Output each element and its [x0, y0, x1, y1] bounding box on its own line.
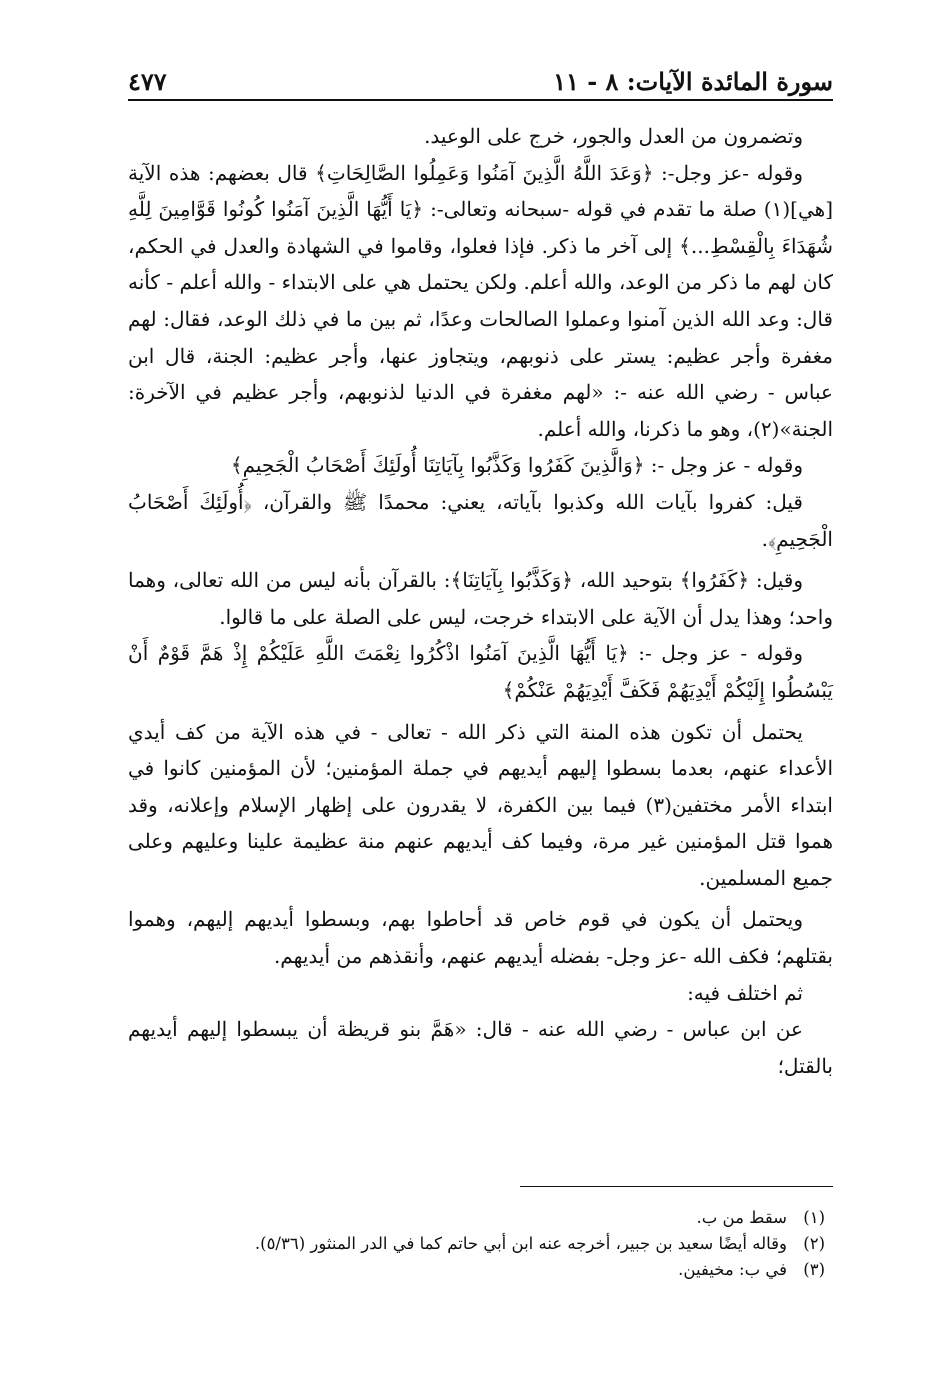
- footnote-divider: [520, 1186, 833, 1187]
- main-text: [128, 118, 833, 1084]
- paragraph: وقوله - عز وجل -: ﴿يَا أَيُّهَا الَّذِينَ آمَنُوا اذْكُرُوا نِعْمَتَ اللَّهِ عَلَيْكُمْ إِذْ هَمَّ قَوْمٌ أَنْ يَبْسُطُوا إِلَيْكُمْ أَيْدِيَهُمْ فَكَفَّ أَيْدِيَهُمْ عَنْكُمْ﴾: [128, 641, 833, 702]
- footnote-text: سقط من ب.: [696, 1208, 787, 1227]
- paragraph: وقوله - عز وجل -: ﴿وَالَّذِينَ كَفَرُوا وَكَذَّبُوا بِآيَاتِنَا أُولَئِكَ أَصْحَابُ الْجَحِيمِ﴾: [230, 453, 803, 478]
- paragraph: عن ابن عباس - رضي الله عنه - قال: «هَمَّ بنو قريظة أن يبسطوا إليهم أيديهم بالقتل؛: [128, 1017, 833, 1078]
- paragraph: وقوله -عز وجل-: ﴿وَعَدَ اللَّهُ الَّذِينَ آمَنُوا وَعَمِلُوا الصَّالِحَاتِ﴾ قال بعضهم: هذه الآية [هي](١) صلة ما تقدم في قوله -سبحانه وتعالى-: ﴿يَا أَيُّهَا الَّذِينَ آمَنُوا كُونُوا قَوَّامِينَ لِلَّهِ شُهَدَاءَ بِالْقِسْطِ...﴾ إلى آخر ما ذكر. فإذا فعلوا، وقاموا في الشهادة والعدل في الحكم، كان لهم ما ذكر من الوعد، والله أعلم. ولكن يحتمل هي على الابتداء - والله أعلم - كأنه قال: وعد الله الذين آمنوا وعملوا الصالحات وعدًا، ثم بين ما في ذلك الوعد، فقال: لهم مغفرة وأجر عظيم: يستر على ذنوبهم، ويتجاوز عنها، وأجر عظيم: الجنة، قال ابن عباس - رضي الله عنه -: «لهم مغفرة في الدنيا لذنوبهم، وأجر عظيم في الآخرة: الجنة»(٢)، وهو ما ذكرنا، والله أعلم.: [128, 160, 833, 441]
- page-number: ٤٧٧: [128, 67, 167, 96]
- footnote-number: (٣): [803, 1260, 825, 1279]
- footnotes: [128, 1205, 833, 1283]
- paragraph: ثم اختلف فيه:: [687, 980, 803, 1005]
- paragraph: وقيل: ﴿كَفَرُوا﴾ بتوحيد الله، ﴿وَكَذَّبُوا بِآيَاتِنَا﴾: بالقرآن بأنه ليس من الله تعالى، وهما واحد؛ وهذا يدل أن الآية على الابتداء خرجت، ليس على الصلة على ما قالوا.: [128, 568, 833, 629]
- paragraph: يحتمل أن تكون هذه المنة التي ذكر الله - تعالى - في هذه الآية من كف أيدي الأعداء عنهم، بعدما بسطوا إليهم أيديهم في جملة المؤمنين؛ لأن المؤمنين كانوا في ابتداء الأمر مختفين(٣) فيما بين الكفرة، لا يقدرون على إظهار الإسلام وإعلانه، وقد هموا قتل المؤمنين غير مرة، وفيما كف أيديهم عنهم منة عظيمة علينا وعليهم وعلى جميع المسلمين.: [128, 719, 833, 890]
- paragraph: قيل: كفروا بآيات الله وكذبوا بآياته، يعني: محمدًا ﷺ والقرآن، ﴿أُولَئِكَ أَصْحَابُ الْجَحِيمِ﴾.: [128, 489, 833, 551]
- footnote-text: في ب: مخيفين.: [678, 1260, 787, 1279]
- paragraph: ويحتمل أن يكون في قوم خاص قد أحاطوا بهم، وبسطوا أيديهم إليهم، وهموا بقتلهم؛ فكف الله -عز وجل- بفضله أيديهم عنهم، وأنقذهم من أيديهم.: [128, 907, 833, 969]
- footnote: [128, 1205, 833, 1231]
- running-header: [128, 52, 833, 96]
- footnote-number: (١): [803, 1208, 825, 1227]
- footnote-number: (٢): [803, 1234, 825, 1253]
- footnote-text: وقاله أيضًا سعيد بن جبير، أخرجه عنه ابن أبي حاتم كما في الدر المنثور (٥/٣٦).: [254, 1234, 787, 1253]
- surah-title: سورة المائدة الآيات: ٨ - ١١: [553, 67, 833, 96]
- paragraph: وتضمرون من العدل والجور، خرج على الوعيد.: [424, 124, 803, 148]
- footnote: [128, 1257, 833, 1283]
- footnote: [128, 1231, 833, 1257]
- header-divider: [128, 99, 833, 101]
